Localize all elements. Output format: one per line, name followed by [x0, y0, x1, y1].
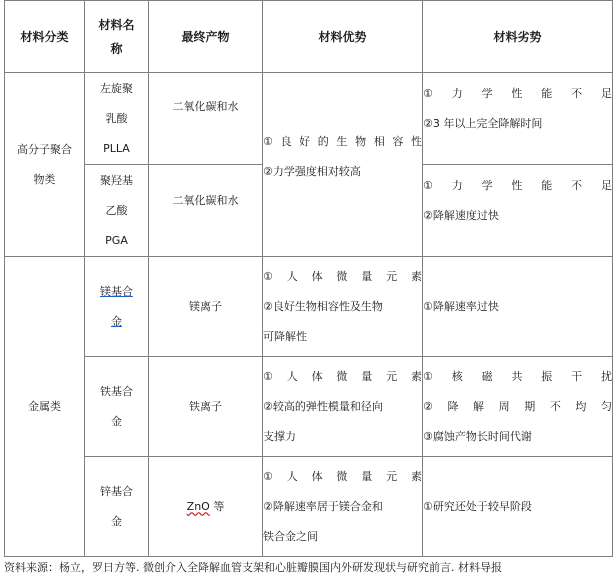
disadvantage-line: ① 力 学 性 能 不 足 — [423, 179, 612, 192]
advantage-cell-zn — [263, 457, 423, 557]
table-row — [5, 357, 613, 457]
advantage-line: ① 人 体 微 量 元 素 — [263, 469, 422, 483]
product-cell-zn — [149, 457, 263, 557]
name-line: 左旋聚 — [100, 81, 133, 95]
name-cell-zn — [85, 457, 149, 557]
name-line: PLLA — [103, 141, 130, 155]
advantage-cell-polymer — [263, 73, 423, 257]
advantage-line: ① 人 体 微 量 元 素 — [263, 369, 422, 383]
name-line: PGA — [105, 233, 128, 247]
disadvantage-line: ②降解速度过快 — [423, 209, 499, 222]
name-line — [85, 307, 148, 337]
disadvantage-line: ① 核 磁 共 振 干 扰 — [423, 369, 612, 383]
advantage-line: ②力学强度相对较高 — [263, 165, 361, 178]
advantage-line: 铁合金之间 — [263, 529, 318, 543]
header-name-line-2: 称 — [110, 41, 123, 56]
header-name — [85, 1, 149, 73]
name-line — [85, 277, 148, 307]
name-line: 金 — [111, 514, 122, 528]
name-cell-plla — [85, 73, 149, 165]
materials-comparison-table — [4, 0, 613, 557]
advantage-line: 支撑力 — [263, 429, 296, 443]
category-cell-polymer — [5, 73, 85, 257]
advantage-line: ②较高的弹性模量和径向 — [263, 399, 383, 413]
advantage-line: ① 人 体 微 量 元 素 — [263, 269, 422, 283]
category-label-line: 高分子聚合 — [17, 142, 72, 156]
disadvantage-line: ②3 年以上完全降解时间 — [423, 117, 543, 130]
disadvantage-line: ① 力 学 性 能 不 足 — [423, 87, 612, 100]
header-row — [5, 1, 613, 73]
product-cell-fe: 铁离子 — [149, 357, 263, 457]
advantage-line: 可降解性 — [263, 329, 307, 343]
name-cell-mg — [85, 257, 149, 357]
product-cell-pga: 二氧化碳和水 — [149, 165, 263, 257]
category-label-line: 物类 — [33, 172, 56, 186]
advantage-line: ②降解速率居于镁合金和 — [263, 499, 383, 513]
name-line: 乳酸 — [105, 111, 128, 125]
advantage-line: ②良好生物相容性及生物 — [263, 299, 383, 313]
table-row — [5, 73, 613, 165]
disadvantage-cell-mg: ①降解速率过快 — [423, 257, 613, 357]
product-zno-text: ZnO — [186, 499, 210, 513]
table-row — [5, 457, 613, 557]
name-underlined-text: 金 — [111, 314, 122, 328]
header-category: 材料分类 — [5, 1, 85, 73]
header-name-line-1: 材料名 — [98, 17, 135, 32]
name-line: 铁基合 — [100, 384, 133, 398]
name-line: 锌基合 — [100, 484, 133, 498]
advantage-line: ①良好的生物相容性 — [263, 135, 422, 148]
name-line: 聚羟基 — [100, 173, 133, 187]
disadvantage-cell-pga — [423, 165, 613, 257]
name-cell-pga — [85, 165, 149, 257]
name-line: 金 — [111, 414, 122, 428]
product-suffix-text: 等 — [209, 499, 225, 513]
header-advantage: 材料优势 — [263, 1, 423, 73]
disadvantage-cell-plla — [423, 73, 613, 165]
advantage-cell-fe — [263, 357, 423, 457]
header-product: 最终产物 — [149, 1, 263, 73]
disadvantage-cell-zn: ①研究还处于较早阶段 — [423, 457, 613, 557]
category-label-line: 金属类 — [28, 399, 61, 413]
category-cell-metal — [5, 257, 85, 557]
name-underlined-text: 镁基合 — [100, 284, 133, 298]
table-row — [5, 257, 613, 357]
header-disadvantage: 材料劣势 — [423, 1, 613, 73]
source-note: 资料来源：杨立，罗日方等. 微创介入全降解血管支架和心脏瓣膜国内外研发现状与研究前言. 材料导报 — [4, 561, 502, 574]
advantage-cell-mg — [263, 257, 423, 357]
product-cell-plla: 二氧化碳和水 — [149, 73, 263, 165]
disadvantage-cell-fe — [423, 357, 613, 457]
product-cell-mg: 镁离子 — [149, 257, 263, 357]
name-line: 乙酸 — [105, 203, 128, 217]
disadvantage-line: ② 降 解 周 期 不 均 匀 — [423, 399, 612, 413]
name-cell-fe — [85, 357, 149, 457]
disadvantage-line: ③腐蚀产物长时间代谢 — [423, 429, 532, 443]
